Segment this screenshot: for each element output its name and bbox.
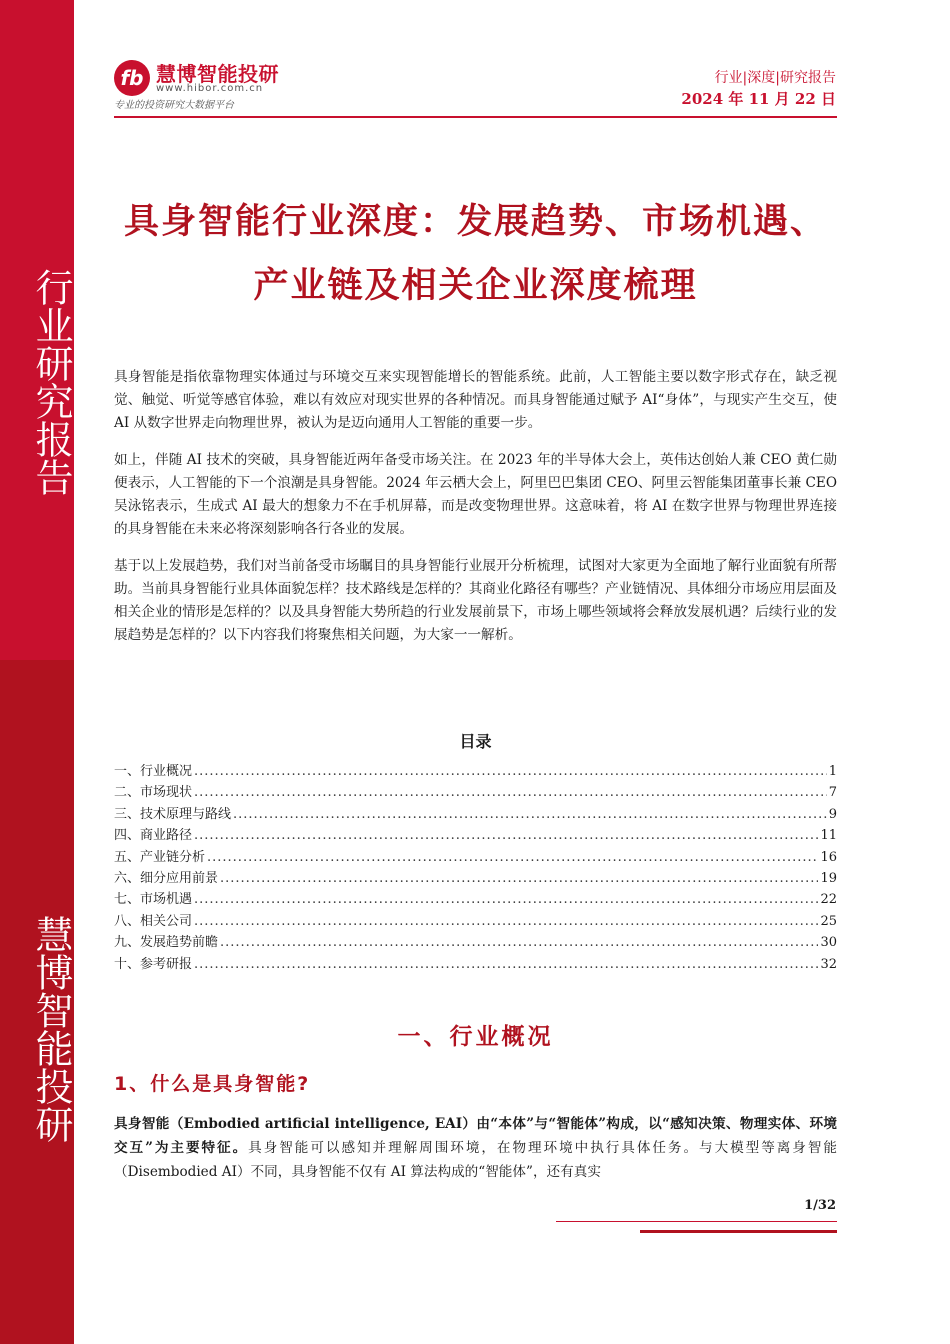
toc-item-label: 四、商业路径 bbox=[114, 828, 193, 844]
intro-body bbox=[114, 366, 837, 661]
toc-item[interactable] bbox=[114, 846, 837, 867]
sidebar-top-text: 行业研究报告 bbox=[29, 268, 73, 496]
toc-item-page: 11 bbox=[820, 828, 837, 844]
toc-item-label: 一、行业概况 bbox=[114, 764, 193, 779]
toc-item[interactable] bbox=[114, 931, 837, 952]
intro-paragraph: 如上，伴随 AI 技术的突破，具身智能近两年备受市场关注。在 2023 年的半导体大会上，英伟达创始人兼 CEO 黄仁勋便表示，人工智能的下一个浪潮是具身智能。2024 年云栖大会上，阿里巴巴集团 CEO、阿里云智能集团董事长兼 CEO 吴泳铭表示，生成式 AI 最大的想象力不在手机屏幕，而是改变物理世界。这意味着，将 AI 在数字世界与物理世界连接的具身智能在未来必将深刻影响各行各业的发展。 bbox=[114, 452, 837, 537]
footer-rule bbox=[556, 1221, 837, 1222]
logo-mark-icon: fb bbox=[114, 60, 150, 96]
title-line-1: 具身智能行业深度：发展趋势、市场机遇、 bbox=[123, 202, 827, 242]
toc-item[interactable] bbox=[114, 824, 837, 845]
toc-item-page: 16 bbox=[820, 849, 837, 865]
report-date: 2024 年 11 月 22 日 bbox=[681, 90, 836, 108]
toc-item-page: 19 bbox=[820, 870, 837, 886]
toc-title: 目录 bbox=[459, 732, 492, 751]
section-heading: 一、行业概况 bbox=[397, 1024, 554, 1050]
section-text: 具身智能可以感知并理解周围环境，在物理环境中执行具体任务。与大模型等离身智能（Disembodied AI）不同，具身智能不仅有 AI 算法构成的“智能体”，还有真实 bbox=[114, 1140, 837, 1180]
sidebar bbox=[0, 0, 74, 1344]
toc-item-page: 22 bbox=[820, 892, 837, 908]
report-type: 行业|深度|研究报告 bbox=[714, 70, 836, 86]
toc-item[interactable] bbox=[114, 781, 837, 802]
toc-item-label: 五、产业链分析 bbox=[114, 849, 206, 865]
toc-item-label: 二、市场现状 bbox=[114, 785, 193, 801]
toc-item[interactable] bbox=[114, 888, 837, 909]
toc-item[interactable] bbox=[114, 953, 837, 974]
toc-item-label: 三、技术原理与路线 bbox=[114, 806, 232, 822]
toc-item-page: 25 bbox=[820, 913, 837, 929]
page-indicator: 1/32 bbox=[804, 1198, 836, 1213]
page-title bbox=[114, 190, 837, 318]
intro-paragraph: 具身智能是指依靠物理实体通过与环境交互来实现智能增长的智能系统。此前，人工智能主要以数字形式存在，缺乏视觉、触觉、听觉等感官体验，难以有效应对现实世界的各种情况。而具身智能通过赋予 AI“身体”，与现实产生交互，使 AI 从数字世界走向物理世界，被认为是迈向通用人工智能的重要一步。 bbox=[114, 369, 837, 431]
toc-item-label: 十、参考研报 bbox=[114, 956, 193, 972]
sidebar-bottom-text: 慧博智能投研 bbox=[29, 915, 73, 1143]
logo-url: www.hibor.com.cn bbox=[156, 83, 264, 94]
toc-item-label: 八、相关公司 bbox=[114, 913, 193, 929]
logo-name: 慧博智能投研 bbox=[156, 62, 279, 86]
toc-item[interactable] bbox=[114, 760, 837, 781]
toc-item-page: 9 bbox=[828, 806, 837, 822]
header-meta bbox=[681, 68, 836, 110]
subsection-heading: 1、什么是具身智能? bbox=[114, 1073, 311, 1095]
footer-rule-thick bbox=[640, 1230, 837, 1233]
toc-item[interactable] bbox=[114, 803, 837, 824]
title-line-2: 产业链及相关企业深度梳理 bbox=[253, 266, 698, 306]
logo-slogan: 专业的投资研究大数据平台 bbox=[114, 100, 234, 111]
table-of-contents bbox=[114, 760, 837, 974]
toc-item[interactable] bbox=[114, 867, 837, 888]
hibor-logo bbox=[114, 56, 304, 110]
bold-lead: 具身智能（Embodied artificial intelligence, EAI）由“本体”与“智能体”构成，以“感知决策、物理实体、环境交互”为主要特征。 bbox=[114, 1116, 837, 1156]
toc-item-page: 32 bbox=[820, 956, 837, 972]
toc-item-page: 30 bbox=[820, 935, 837, 951]
toc-item-page: 7 bbox=[828, 785, 837, 801]
toc-item-label: 七、市场机遇 bbox=[114, 892, 193, 908]
toc-item-page: 1 bbox=[828, 764, 837, 779]
header-divider bbox=[114, 116, 837, 118]
toc-item-label: 九、发展趋势前瞻 bbox=[114, 935, 219, 951]
toc-item[interactable] bbox=[114, 910, 837, 931]
section-paragraph bbox=[114, 1112, 837, 1184]
toc-item-label: 六、细分应用前景 bbox=[114, 870, 219, 886]
intro-paragraph: 基于以上发展趋势，我们对当前备受市场瞩目的具身智能行业展开分析梳理，试图对大家更为全面地了解行业面貌有所帮助。当前具身智能行业具体面貌怎样？技术路线是怎样的？其商业化路径有哪些？产业链情况、具体细分市场应用层面及相关企业的情形是怎样的？以及具身智能大势所趋的行业发展前景下，市场上哪些领域将会释放发展机遇？后续行业的发展趋势是怎样的？以下内容我们将聚焦相关问题，为大家一一解析。 bbox=[114, 558, 837, 643]
